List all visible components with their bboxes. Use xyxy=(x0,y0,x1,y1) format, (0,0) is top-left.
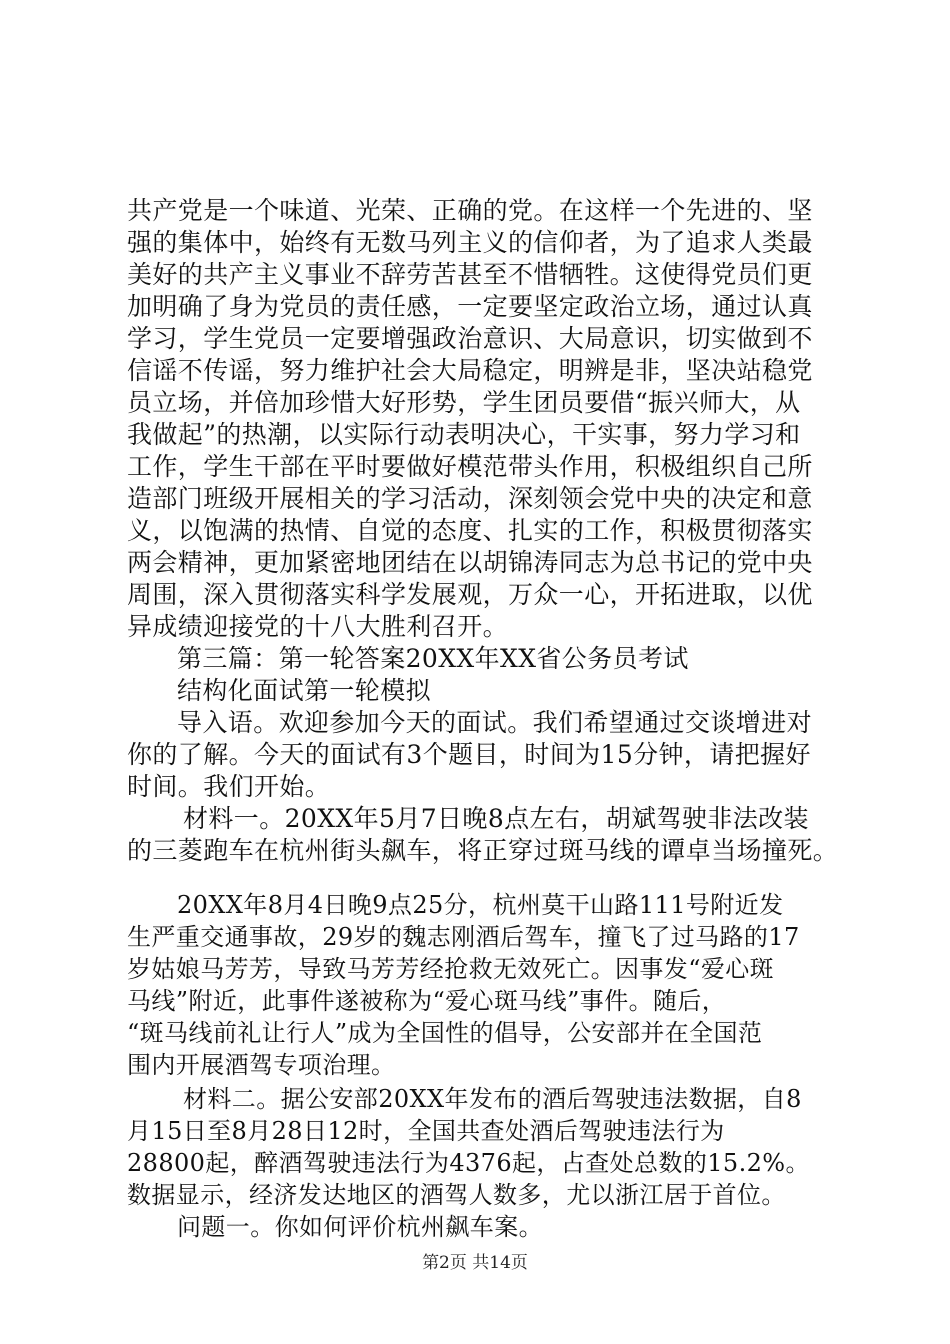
paragraph-line: 时间。我们开始。 xyxy=(127,772,331,801)
paragraph-line: 的三菱跑车在杭州街头飙车，将正穿过斑马线的谭卓当场撞死。 xyxy=(127,836,839,865)
paragraph-line: 周围，深入贯彻落实科学发展观，万众一心，开拓进取，以优 xyxy=(127,580,813,609)
paragraph-line: 材料一。20XX年5月7日晚8点左右，胡斌驾驶非法改装 xyxy=(183,804,809,833)
paragraph-line: 共产党是一个味道、光荣、正确的党。在这样一个先进的、坚 xyxy=(127,196,813,225)
paragraph-line: 导入语。欢迎参加今天的面试。我们希望通过交谈增进对 xyxy=(177,708,813,737)
paragraph-line: 问题一。你如何评价杭州飙车案。 xyxy=(177,1213,543,1241)
paragraph-line: 马线”附近，此事件遂被称为“爱心斑马线”事件。随后， xyxy=(127,987,727,1015)
paragraph-line: 数据显示，经济发达地区的酒驾人数多，尤以浙江居于首位。 xyxy=(127,1181,786,1209)
paragraph-line: 28800起，醉酒驾驶违法行为4376起，占查处总数的15.2%。 xyxy=(127,1149,810,1177)
paragraph-line: 工作，学生干部在平时要做好模范带头作用，积极组织自己所 xyxy=(127,452,813,481)
paragraph-line: 异成绩迎接党的十八大胜利召开。 xyxy=(127,612,509,641)
paragraph-line: 义，以饱满的热情、自觉的态度、扎实的工作，积极贯彻落实 xyxy=(127,516,813,545)
paragraph-line: 加明确了身为党员的责任感，一定要坚定政治立场，通过认真 xyxy=(127,292,813,321)
paragraph-line: 强的集体中，始终有无数马列主义的信仰者，为了追求人类最 xyxy=(127,228,813,257)
paragraph-line: 生严重交通事故，29岁的魏志刚酒后驾车，撞飞了过马路的17 xyxy=(127,923,800,951)
paragraph-line: 围内开展酒驾专项治理。 xyxy=(127,1051,396,1079)
paragraph-line: 信谣不传谣，努力维护社会大局稳定，明辨是非，坚决站稳党 xyxy=(127,356,813,385)
section-subheading: 结构化面试第一轮模拟 xyxy=(177,676,432,705)
paragraph-line: 员立场，并倍加珍惜大好形势，学生团员要借“振兴师大，从 xyxy=(127,388,801,417)
paragraph-line: 岁姑娘马芳芳，导致马芳芳经抢救无效死亡。因事发“爱心斑 xyxy=(127,955,775,983)
paragraph-line: 造部门班级开展相关的学习活动，深刻领会党中央的决定和意 xyxy=(127,484,813,513)
paragraph-line: 学习，学生党员一定要增强政治意识、大局意识，切实做到不 xyxy=(127,324,813,353)
paragraph-line: “斑马线前礼让行人”成为全国性的倡导，公安部并在全国范 xyxy=(127,1019,763,1047)
paragraph-line: 我做起”的热潮，以实际行动表明决心，干实事，努力学习和 xyxy=(127,420,801,449)
paragraph-line: 月15日至8月28日12时，全国共查处酒后驾驶违法行为 xyxy=(127,1117,725,1145)
paragraph-line: 20XX年8月4日晚9点25分，杭州莫干山路111号附近发 xyxy=(177,891,784,919)
paragraph-line: 你的了解。今天的面试有3个题目，时间为15分钟，请把握好 xyxy=(127,740,811,769)
paragraph-line: 材料二。据公安部20XX年发布的酒后驾驶违法数据，自8 xyxy=(183,1085,802,1113)
page-number-footer: 第2页 共14页 xyxy=(422,1253,528,1273)
paragraph-line: 美好的共产主义事业不辞劳苦甚至不惜牺牲。这使得党员们更 xyxy=(127,260,813,289)
section-heading: 第三篇：第一轮答案20XX年XX省公务员考试 xyxy=(177,644,689,673)
paragraph-line: 两会精神，更加紧密地团结在以胡锦涛同志为总书记的党中央 xyxy=(127,548,813,577)
